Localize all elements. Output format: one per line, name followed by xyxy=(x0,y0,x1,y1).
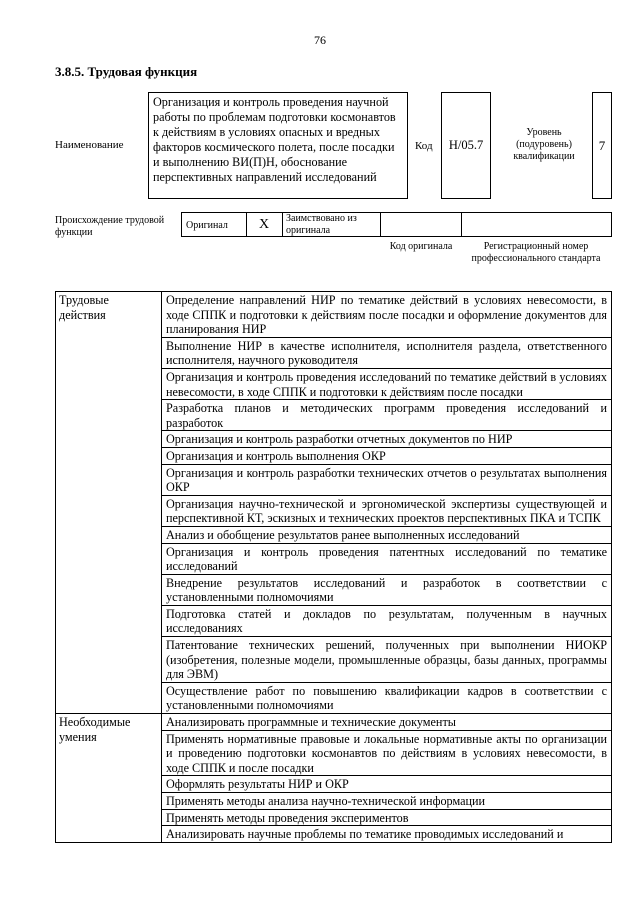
row-text: Патентование технических решений, полученных при выполнении НИОКР (изобретения, полезные модели, промышленные образцы, базы данных, программы для ЭВМ) xyxy=(162,637,612,683)
row-text: Организация и контроль разработки отчетных документов по НИР xyxy=(162,431,612,448)
row-text: Внедрение результатов исследований и разработок в соответствии с установленными полномочиями xyxy=(162,574,612,605)
row-text: Организация и контроль выполнения ОКР xyxy=(162,447,612,464)
row-text: Анализ и обобщение результатов ранее выполненных исследований xyxy=(162,526,612,543)
level-value: 7 xyxy=(598,138,606,153)
name-box xyxy=(148,92,408,199)
row-text: Организация научно-технической и эргономической экспертизы существующей и перспективной КТ, эскизных и технических проектов перспективных ПКА и ТСПК xyxy=(162,495,612,526)
origin-label: Происхождение трудовой функции xyxy=(55,215,165,238)
row-text: Анализировать программные и технические документы xyxy=(162,714,612,731)
original-label: Оригинал xyxy=(186,220,228,231)
origin-divider xyxy=(282,212,283,237)
row-text: Подготовка статей и докладов по результатам, полученным в научных исследованиях xyxy=(162,605,612,636)
row-text: Применять методы анализа научно-технической информации xyxy=(162,793,612,810)
page-number: 76 xyxy=(314,33,326,47)
row-text: Анализировать научные проблемы по тематике проводимых исследований и xyxy=(162,826,612,843)
level-box xyxy=(592,92,612,199)
origin-divider xyxy=(380,212,381,237)
category-cell: Трудовые действия xyxy=(56,292,162,714)
category-cell: Необходимые умения xyxy=(56,714,162,843)
code-value: H/05.7 xyxy=(448,138,484,152)
row-text: Организация и контроль проведения патентных исследований по тематике исследований xyxy=(162,543,612,574)
borrowed-label: Заимствовано из оригинала xyxy=(286,213,357,236)
level-label: Уровень (подуровень) квалификации xyxy=(513,127,575,162)
row-text: Разработка планов и методических программ проведения исследований и разработок xyxy=(162,400,612,431)
row-text: Организация и контроль разработки технических отчетов о результатах выполнения ОКР xyxy=(162,464,612,495)
row-text: Выполнение НИР в качестве исполнителя, исполнителя раздела, ответственного исполнителя, научного руководителя xyxy=(162,337,612,368)
table-row xyxy=(56,714,612,731)
reg-number-label: Регистрационный номер профессионального стандарта xyxy=(471,241,601,264)
row-text: Определение направлений НИР по тематике действий в условиях невесомости, в ходе СППК и подготовки к действиям после посадки и оформление документов для планирования НИР xyxy=(162,292,612,338)
code-box xyxy=(441,92,491,199)
section-title: 3.8.5. Трудовая функция xyxy=(55,64,198,79)
name-value: Организация и контроль проведения научной работы по проблемам подготовки космонавтов к действиям в условиях опасных и вредных факторов космического полета, после посадки и выполнению ВИ(П)Н, обоснование перспективных направлений исследований xyxy=(153,95,396,184)
code-original-label: Код оригинала xyxy=(389,241,453,252)
row-text: Оформлять результаты НИР и ОКР xyxy=(162,776,612,793)
row-text: Применять нормативные правовые и локальные нормативные акты по организации и проведению подготовки космонавтов по действиям в условиях невесомости, в ходе СППК и после посадки xyxy=(162,730,612,776)
table-row xyxy=(56,292,612,338)
origin-divider xyxy=(461,212,462,237)
row-text: Осуществление работ по повышению квалификации кадров в соответствии с установленными полномочиями xyxy=(162,682,612,713)
row-text: Организация и контроль проведения исследований по тематике действий в условиях невесомости, в ходе СППК и подготовки к действиям после посадки xyxy=(162,368,612,399)
row-text: Применять методы проведения экспериментов xyxy=(162,809,612,826)
function-table xyxy=(55,291,612,843)
code-label: Код xyxy=(415,140,433,152)
original-mark: X xyxy=(258,217,270,232)
name-label: Наименование xyxy=(55,139,124,151)
